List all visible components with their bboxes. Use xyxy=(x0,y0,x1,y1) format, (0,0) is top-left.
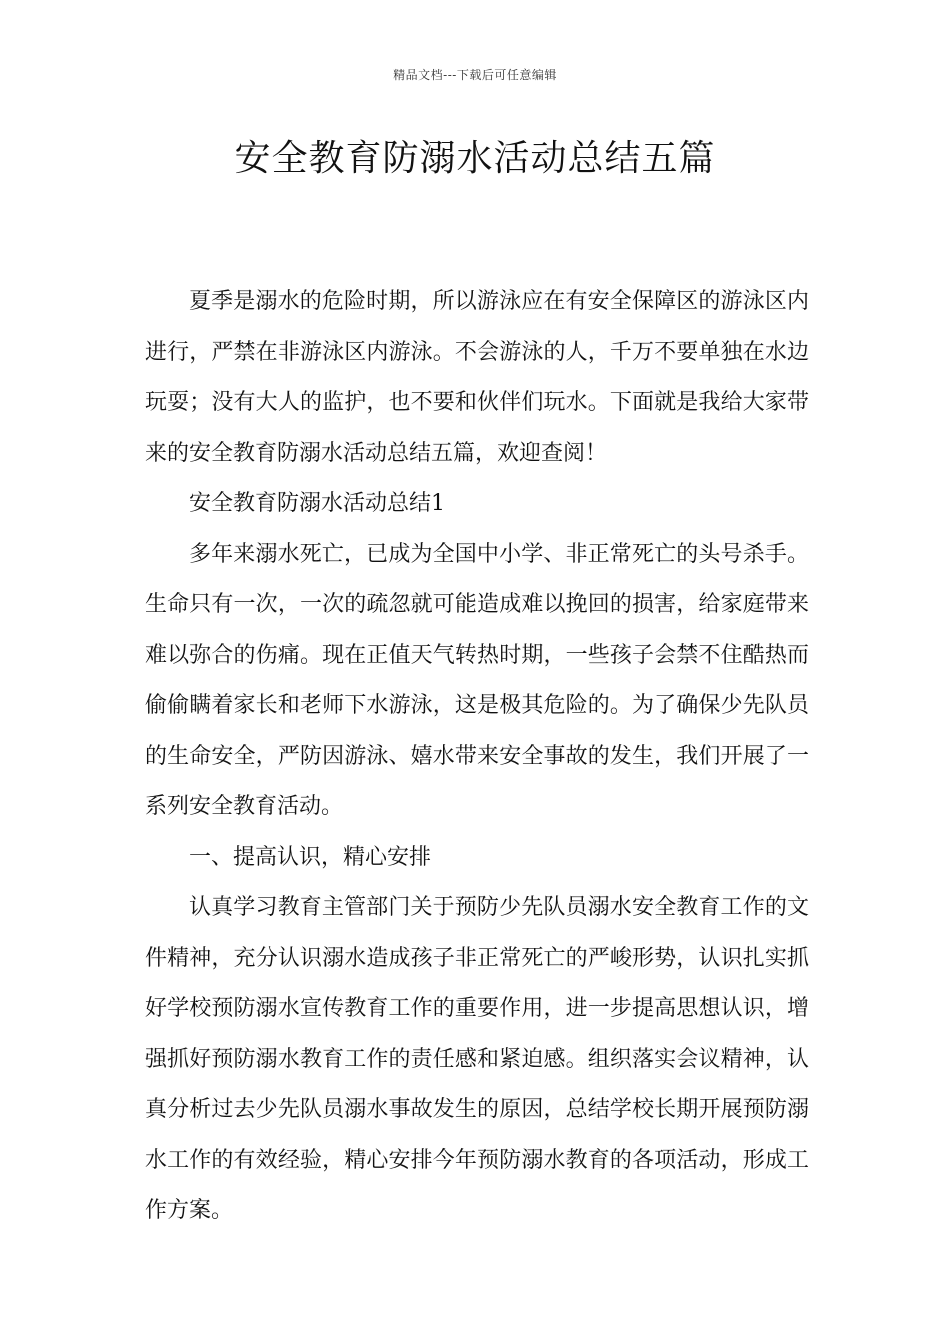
section-heading-summary-1: 安全教育防溺水活动总结1 xyxy=(189,491,445,516)
body-paragraph: 认真学习教育主管部门关于预防少先队员溺水安全教育工作的文件精神，充分认识溺水造成孩子非正常死亡的严峻形势，认识扎实抓好学校预防溺水宣传教育工作的重要作用，进一步提高思想认识，增强抓好预防溺水教育工作的责任感和紧迫感。组织落实会议精神，认真分析过去少先队员溺水事故发生的原因，总结学校长期开展预防溺水工作的有效经验，精心安排今年预防溺水教育的各项活动，形成工作方案。 xyxy=(145,895,809,1223)
header-note: 精品文档---下载后可任意编辑 xyxy=(393,68,557,82)
body-paragraph: 多年来溺水死亡，已成为全国中小学、非正常死亡的头号杀手。生命只有一次，一次的疏忽就可能造成难以挽回的损害，给家庭带来难以弥合的伤痛。现在正值天气转热时期，一些孩子会禁不住酷热而偷偷瞒着家长和老师下水游泳，这是极其危险的。为了确保少先队员的生命安全，严防因游泳、嬉水带来安全事故的发生，我们开展了一系列安全教育活动。 xyxy=(145,541,809,819)
document-body xyxy=(145,277,809,1237)
intro-paragraph: 夏季是溺水的危险时期，所以游泳应在有安全保障区的游泳区内进行，严禁在非游泳区内游泳。不会游泳的人，千万不要单独在水边玩耍；没有大人的监护，也不要和伙伴们玩水。下面就是我给大家带来的安全教育防溺水活动总结五篇，欢迎查阅！ xyxy=(145,289,809,466)
document-title: 安全教育防溺水活动总结五篇 xyxy=(234,138,716,179)
subsection-heading: 一、提高认识，精心安排 xyxy=(189,844,432,870)
